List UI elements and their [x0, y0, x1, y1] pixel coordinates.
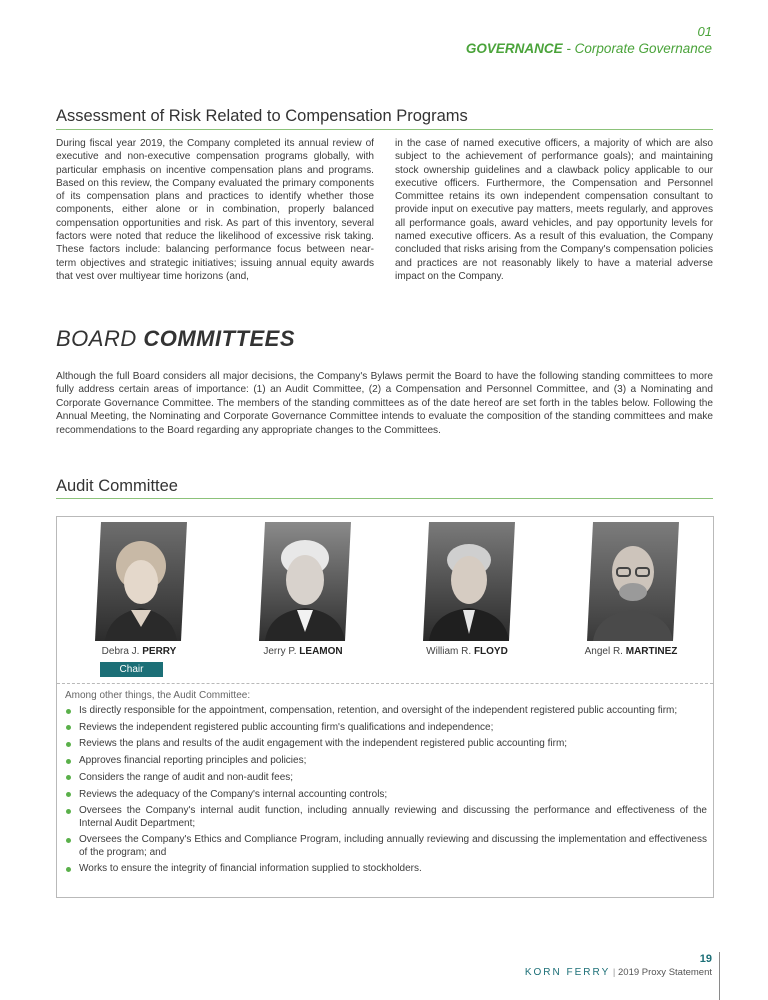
section-title — [466, 40, 712, 58]
list-item: Oversees the Company's Ethics and Compliance Program, including annually reviewing and discussing the implementation and effectiveness of the program; and — [65, 834, 707, 859]
board-title-bold: COMMITTEES — [143, 326, 296, 351]
bullet-icon — [66, 709, 71, 714]
member-photo — [259, 522, 351, 641]
footer-brand — [525, 966, 712, 980]
bullet-icon — [66, 867, 71, 872]
risk-column-left: During fiscal year 2019, the Company completed its annual review of executive and non-executive compensation programs globally, with particular emphasis on incentive compensation plans and programs. Based on this review, the Company evaluated the primary components of its compensation plans and practices to identify whether those components, either alone or in combination, properly balanced compensation opportunities and risk. As part of this inventory, several factors were noted that reduce the likelihood of excessive risk taking. These factors include: balancing performance focus between near-term objectives and strategic initiatives; issuing annual equity awards that vest over multiyear time horizons (and, — [56, 138, 374, 282]
section-title-bold: GOVERNANCE — [465, 41, 563, 56]
member-photo — [587, 522, 679, 641]
list-item: Reviews the adequacy of the Company's internal accounting controls; — [65, 789, 707, 801]
risk-heading: Assessment of Risk Related to Compensation Programs — [56, 107, 468, 125]
bullet-icon — [66, 809, 71, 814]
member-name: Jerry P. LEAMON — [263, 646, 343, 657]
list-item: Reviews the independent registered public accounting firm's qualifications and independence; — [65, 722, 707, 734]
list-item: Considers the range of audit and non-audit fees; — [65, 772, 707, 784]
section-number: 01 — [697, 24, 712, 39]
risk-columns — [56, 137, 713, 283]
chair-badge: Chair — [100, 662, 163, 677]
audit-heading: Audit Committee — [56, 477, 178, 495]
member-row — [57, 517, 713, 683]
responsibilities-lead: Among other things, the Audit Committee: — [65, 690, 251, 701]
responsibilities-list — [65, 705, 707, 876]
footer-vertical-line — [719, 952, 720, 1000]
list-item: Reviews the plans and results of the audit engagement with the independent registered public accounting firm; — [65, 738, 707, 750]
member-photo — [423, 522, 515, 641]
document-title: 2019 Proxy Statement — [618, 967, 712, 978]
risk-column-right: in the case of named executive officers, a majority of which are also subject to the achievement of performance goals); and maintaining stock ownership guidelines and a clawback policy applicable to our executive officers. Furthermore, the Compensation and Personnel Committee retains its own independent compensation consultant to provide input on executive pay matters, meets regularly, and approves all performance goals, award vehicles, and pay opportunity levels for named executive officers. As a result of this evaluation, the Company concluded that risks arising from the Company's compensation policies and practices are not reasonably likely to have a material adverse impact on the Company. — [395, 138, 713, 282]
section-subtitle: - Corporate Governance — [562, 41, 712, 56]
footer-separator: | — [610, 967, 618, 978]
member-name: Debra J. PERRY — [101, 646, 177, 657]
audit-heading-rule — [56, 498, 713, 499]
list-item: Oversees the Company's internal audit function, including annually reviewing and discussing the performance and effectiveness of the Internal Audit Department; — [65, 805, 707, 830]
bullet-icon — [66, 742, 71, 747]
list-item: Is directly responsible for the appointment, compensation, retention, and oversight of the independent registered public accounting firm; — [65, 705, 707, 717]
risk-heading-rule — [56, 129, 713, 130]
board-title-light: BOARD — [56, 326, 144, 351]
audit-responsibilities — [65, 689, 707, 880]
member-name: William R. FLOYD — [426, 646, 508, 657]
panel-divider — [57, 683, 713, 684]
audit-committee-panel — [56, 516, 714, 898]
member-photo — [95, 522, 187, 641]
bullet-icon — [66, 759, 71, 764]
section-header — [466, 24, 712, 58]
list-item: Approves financial reporting principles and policies; — [65, 755, 707, 767]
page-number: 19 — [699, 953, 712, 965]
page-footer — [525, 952, 712, 980]
brand-logo: KORN FERRY — [524, 967, 611, 978]
bullet-icon — [66, 838, 71, 843]
bullet-icon — [66, 725, 71, 730]
bullet-icon — [66, 775, 71, 780]
bullet-icon — [66, 792, 71, 797]
list-item: Works to ensure the integrity of financial information supplied to stockholders. — [65, 863, 707, 875]
board-committees-intro: Although the full Board considers all major decisions, the Company's Bylaws permit the Board to have the following standing committees to more fully address certain areas of importance: (1) an Audit Committee, (2) a Compensation and Personnel Committee, and (3) a Nominating and Corporate Governance Committee. The members of the standing committees as of the date hereof are set forth in the tables below. Following the Annual Meeting, the Nominating and Corporate Governance Committee intends to evaluate the composition of the standing committees and make recommendations to the Board regarding any appropriate changes to the Committees. — [56, 371, 713, 436]
member-name: Angel R. MARTINEZ — [584, 646, 678, 657]
board-committees-title — [56, 326, 295, 352]
